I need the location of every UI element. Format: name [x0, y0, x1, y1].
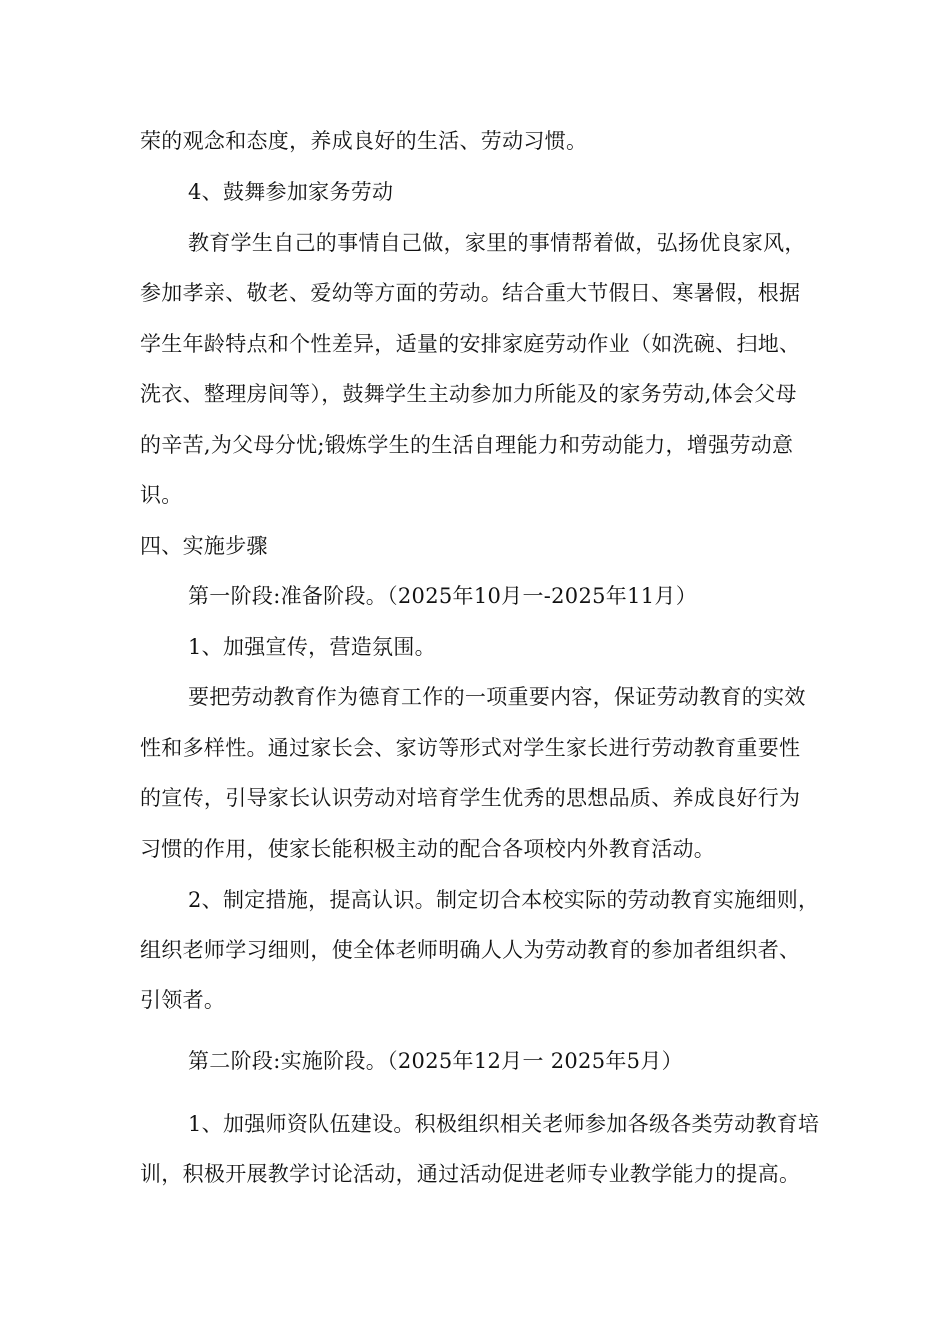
- text-line: 洗衣、整理房间等），鼓舞学生主动参加力所能及的家务劳动,体会父母: [140, 382, 797, 406]
- text-line: 识。: [140, 483, 183, 507]
- text-line: 教育学生自己的事情自己做，家里的事情帮着做，弘扬优良家风，: [188, 231, 806, 255]
- text-line: 引领者。: [140, 988, 226, 1012]
- text-line: 组织老师学习细则，使全体老师明确人人为劳动教育的参加者组织者、: [140, 938, 801, 962]
- section-heading: 四、实施步骤: [140, 534, 268, 558]
- section-heading: 4、鼓舞参加家务劳动: [188, 180, 394, 204]
- text-line: 学生年龄特点和个性差异，适量的安排家庭劳动作业（如洗碗、扫地、: [140, 332, 801, 356]
- text-line: 性和多样性。通过家长会、家访等形式对学生家长进行劳动教育重要性: [140, 736, 801, 760]
- text-line: 的辛苦,为父母分忧;锻炼学生的生活自理能力和劳动能力，增强劳动意: [140, 433, 794, 457]
- text-line: 要把劳动教育作为德育工作的一项重要内容，保证劳动教育的实效: [188, 685, 806, 709]
- text-line: 的宣传，引导家长认识劳动对培育学生优秀的思想品质、养成良好行为: [140, 786, 801, 810]
- text-line: 习惯的作用，使家长能积极主动的配合各项校内外教育活动。: [140, 837, 716, 861]
- text-line: 训，积极开展教学讨论活动，通过活动促进老师专业教学能力的提高。: [140, 1162, 801, 1186]
- text-line: 参加孝亲、敬老、爱幼等方面的劳动。结合重大节假日、寒暑假，根据: [140, 281, 801, 305]
- stage-heading: 第二阶段:实施阶段。（2025年12月一 2025年5月）: [188, 1049, 683, 1073]
- text-line: 1、加强师资队伍建设。积极组织相关老师参加各级各类劳动教育培: [188, 1112, 820, 1136]
- section-heading: 1、加强宣传，营造氛围。: [188, 635, 436, 659]
- text-line: 2、制定措施，提高认识。制定切合本校实际的劳动教育实施细则，: [188, 888, 820, 912]
- text-line: 荣的观念和态度，养成良好的生活、劳动习惯。: [140, 129, 588, 153]
- stage-heading: 第一阶段:准备阶段。（2025年10月一-2025年11月）: [188, 584, 697, 608]
